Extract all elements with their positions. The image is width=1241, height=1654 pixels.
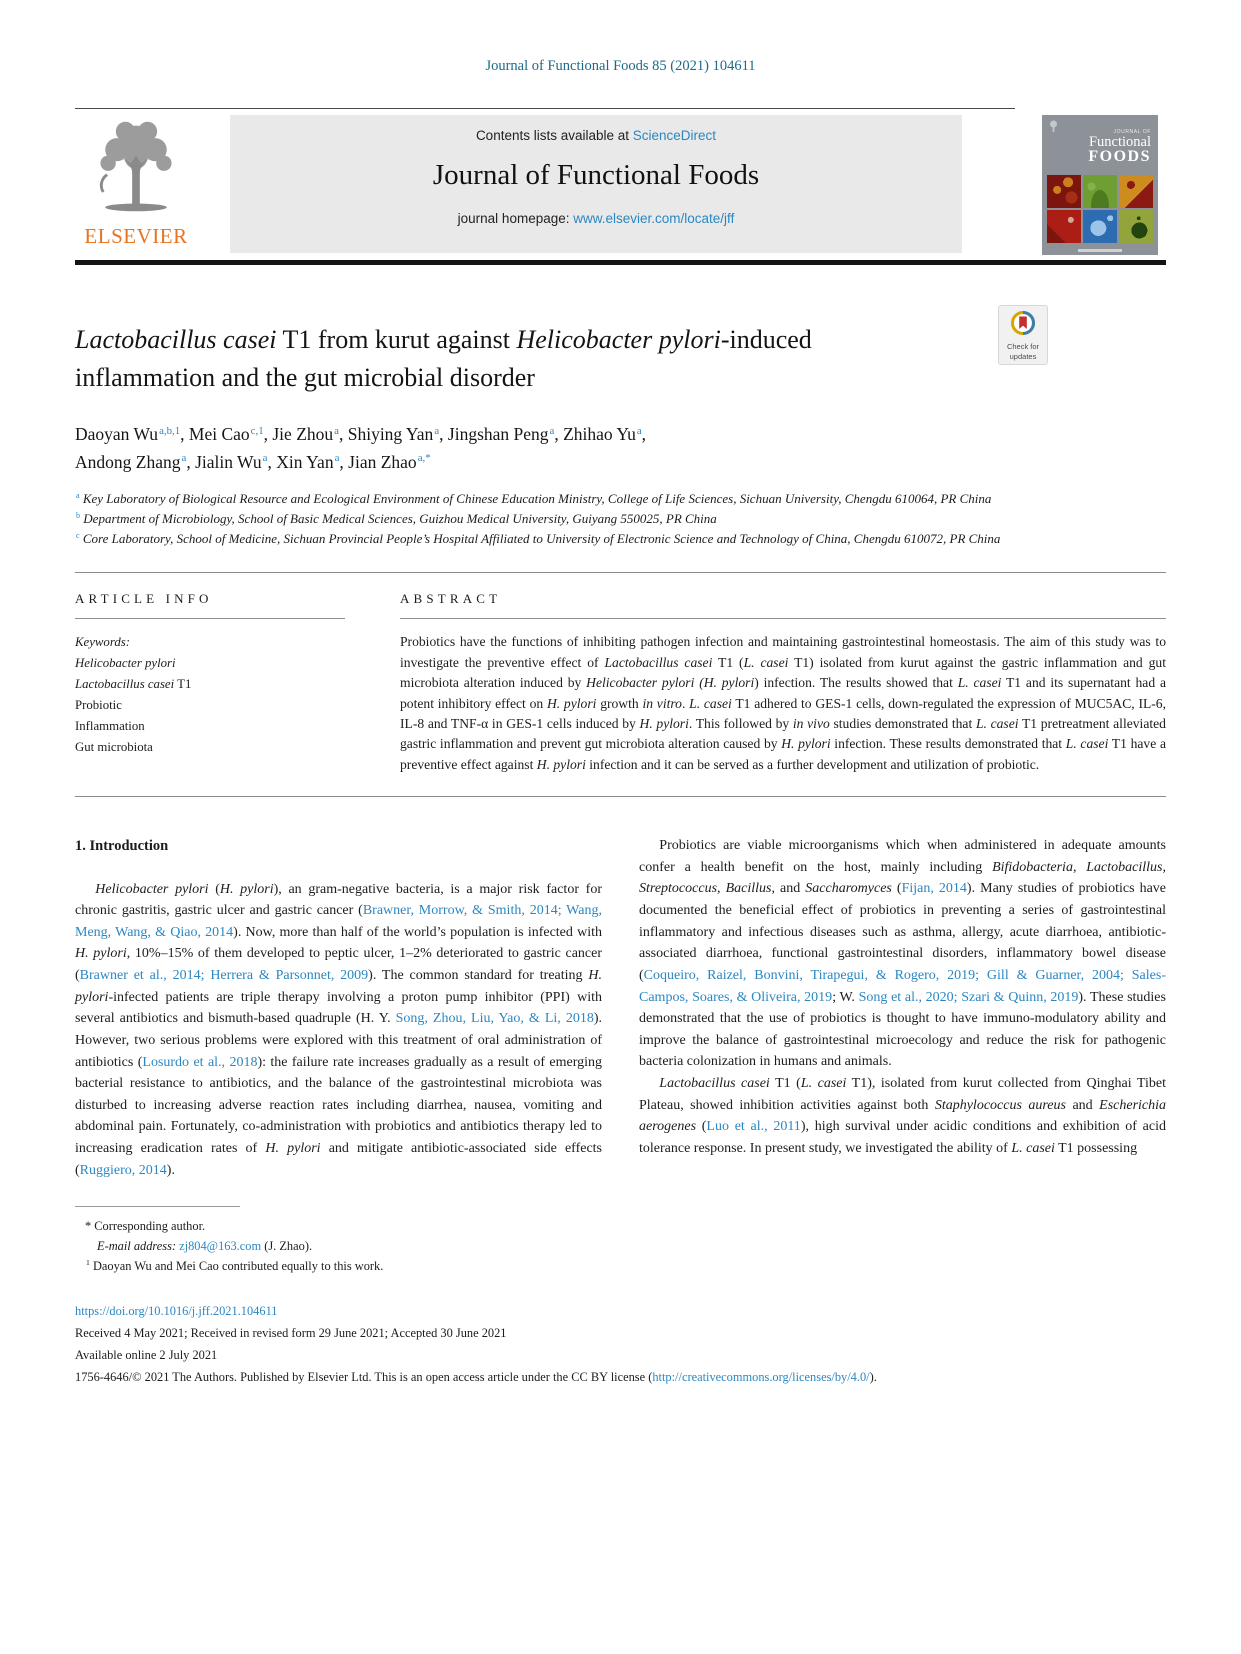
text-run: Lactobacillus casei (604, 654, 713, 670)
keyword-item (75, 716, 345, 737)
text-run: Escherichia aerogenes (639, 1097, 1167, 1135)
text-run: -infected patients are triple therapy involving a proton pump inhibitor (PPI) with several antibiotics and bismuth-based quadruple (H. Y. (75, 989, 602, 1027)
text-run: T1 possessing (1054, 1140, 1138, 1156)
cover-title-line1: Functional (1088, 134, 1151, 150)
text-run: growth (596, 695, 643, 711)
footnote-divider (75, 1206, 240, 1207)
text-run: ( (208, 881, 220, 897)
text-run: Andong Zhang (75, 451, 181, 472)
text-link[interactable]: c (76, 530, 80, 540)
affiliation-a (75, 489, 1166, 509)
text-run: H. pylori (639, 715, 689, 731)
text-run: * Corresponding author. (85, 1219, 206, 1234)
text-run: T1 from kurut against (276, 325, 517, 354)
text-run: H. pylori (265, 1141, 321, 1157)
text-run: and (1065, 1097, 1100, 1113)
body-column-left (75, 835, 602, 1276)
journal-citation: Journal of Functional Foods 85 (2021) 104611 (485, 58, 756, 74)
text-link[interactable]: a (334, 424, 339, 437)
body-column-right (639, 835, 1166, 1276)
text-run: ( (696, 1119, 707, 1135)
text-run: Lactobacillus casei (659, 1076, 770, 1091)
text-run: Lactobacillus (1086, 859, 1163, 875)
header-divider (75, 108, 1015, 109)
abstract-column (400, 588, 1166, 775)
article-footer (75, 1300, 1166, 1388)
cover-kicker: JOURNAL OF (1113, 129, 1151, 135)
text-run: T1), isolated from kurut collected from Qinghai Tibet Plateau, showed inhibition activities against both (639, 1076, 1166, 1113)
text-run: T1 have a preventive effect against (400, 736, 1166, 772)
probiotics-paragraph (639, 835, 1166, 1073)
article-info-rule (75, 618, 345, 619)
article-info-heading: ARTICLE INFO (75, 591, 213, 607)
text-link[interactable]: a (262, 451, 268, 464)
text-run: Streptococcus (639, 881, 718, 897)
text-run: Core Laboratory, School of Medicine, Sichuan Provincial People’s Hospital Affiliated to University of Electronic Science and Technology of China, Chengdu 610072, PR China (79, 531, 1001, 547)
text-link[interactable]: https://doi.org/10.1016/j.jff.2021.104611 (75, 1303, 278, 1318)
check-updates-label-1: Check for (1006, 342, 1040, 351)
text-link[interactable]: a,* (417, 451, 431, 464)
elsevier-wordmark: ELSEVIER (84, 224, 188, 248)
keyword-item (75, 653, 345, 674)
text-link[interactable]: b (76, 510, 81, 520)
journal-title: Journal of Functional Foods (432, 159, 760, 191)
text-run: . This followed by (688, 715, 793, 731)
text-link[interactable]: a (636, 424, 642, 437)
text-link[interactable]: Ruggiero, 2014 (79, 1162, 167, 1178)
text-run: infection. These results demonstrated that (830, 736, 1066, 752)
text-run: L. casei (800, 1076, 847, 1091)
text-link[interactable]: Luo et al., 2011 (706, 1119, 801, 1135)
text-run: , (641, 424, 647, 445)
affiliation-b (75, 509, 1166, 529)
text-link[interactable]: zj804@163.com (179, 1239, 262, 1254)
intro-paragraph (75, 879, 602, 1182)
text-link[interactable]: Brawner, Morrow, & Smith, 2014; Wang, Meng, Wang, & Qiao, 2014 (75, 903, 602, 940)
text-run: L. casei (975, 715, 1019, 731)
text-link[interactable]: Song et al., 2020; Szari & Quinn, 2019 (858, 989, 1079, 1005)
doi-link-line (75, 1300, 1166, 1322)
cover-tile (1119, 175, 1153, 208)
footnote-email (75, 1236, 602, 1256)
text-run: infection and it can be served as a further development and utilization of probiotic. (585, 756, 1040, 772)
text-run: T1 ( (712, 654, 744, 670)
text-run: 1756-4646/© 2021 The Authors. Published by Elsevier Ltd. This is an open access article under the CC BY license ( (75, 1369, 653, 1384)
cover-tile (1083, 175, 1117, 208)
text-run: Daoyan Wu and Mei Cao contributed equally to this work. (89, 1259, 384, 1274)
text-run: , Jie Zhou (263, 424, 334, 445)
text-run: Helicobacter pylori (516, 325, 721, 354)
section-heading-introduction: 1. Introduction (75, 838, 169, 855)
text-run: ), high survival under acidic conditions and exhibition of acid tolerance response. In present study, we investigated the ability of (639, 1119, 1166, 1156)
text-run: L. casei (689, 695, 732, 711)
text-run: in vitro (642, 695, 682, 711)
text-link[interactable]: Song, Zhou, Liu, Yao, & Li, 2018 (395, 1011, 594, 1027)
text-run: T1) isolated from kurut against the gastric inflammation and gut microbiota alteration induced by (400, 654, 1166, 691)
text-link[interactable]: a (334, 451, 340, 464)
text-run: , Xin Yan (267, 451, 334, 472)
text-run: T1 adhered to GES-1 cells, down-regulated the expression of MUC5AC, IL-6, IL-8 and TNF-α in GES-1 cells induced by (400, 695, 1167, 731)
text-run: Gut microbiota (75, 739, 153, 754)
lcasei-paragraph (639, 1073, 1166, 1160)
text-link[interactable]: a (549, 424, 555, 437)
text-run: ). (869, 1369, 877, 1384)
text-run: ; W. (832, 989, 859, 1005)
text-run: , Jingshan Peng (439, 424, 549, 445)
text-run: T1 and its supernatant had a potent inhibitory effect on (400, 675, 1166, 711)
author-list (75, 421, 1166, 476)
text-link[interactable]: Brawner et al., 2014; Herrera & Parsonnet, 2009 (79, 968, 369, 984)
elsevier-logo[interactable] (75, 117, 197, 249)
text-run: Contents lists available at (475, 128, 633, 143)
text-run: ), an gram-negative bacteria, is a major risk factor for chronic gastritis, gastric ulcer and gastric cancer ( (75, 881, 602, 919)
text-run: Probiotics are viable microorganisms which when administered in adequate amounts confer a health benefit on the host, mainly including (639, 838, 1166, 875)
text-run: ): the failure rate increases gradually as a result of emerging bacterial resistance to antibiotics, and the balance of the gastrointestinal microbiota was disturbed to increasing adverse reaction rates including diarrhea, nausea, vomiting and abdominal pain. Fortunately, co-administration with probiotics and antibiotics therapy led to increasing eradication rates of (75, 1054, 602, 1157)
keywords-label: Keywords: (75, 635, 130, 650)
text-run: H. pylori (781, 736, 831, 752)
journal-cover-thumbnail (1042, 115, 1158, 255)
check-updates-icon (1010, 323, 1036, 340)
section-divider (75, 796, 1166, 797)
abstract-text (400, 632, 1166, 775)
keyword-item (75, 737, 345, 758)
text-link[interactable]: Coqueiro, Raizel, Bonvini, Tirapegui, & Rogero, 2019; Gill & Guarner, 2004; Sales-Campos, Soares, & Oliveira, 2019 (639, 967, 1166, 1005)
text-link[interactable]: www.elsevier.com/locate/jff (573, 211, 735, 226)
text-run: studies demonstrated that (829, 715, 976, 731)
text-run: T1 ( (769, 1076, 801, 1091)
text-run: ). (166, 1162, 175, 1178)
text-run: Key Laboratory of Biological Resource and Ecological Environment of Chinese Education Ministry, College of Life Sciences, Sichuan University, Chengdu 610064, PR China (79, 490, 992, 506)
abstract-rule (400, 618, 1166, 619)
text-run: H. pylori (546, 695, 597, 711)
text-run: Bacillus (725, 881, 772, 897)
text-run: ). Now, more than half of the world’s population is infected with (233, 924, 602, 940)
text-link[interactable]: Fijan, 2014 (901, 881, 967, 897)
text-run: (J. Zhao). (261, 1239, 313, 1254)
text-run: ). Many studies of probiotics have documented the beneficial effect of probiotics in preventing a series of gastrointestinal inflammatory and infectious diseases such as asthma, allergy, acute diarrhoea, antibiotic-associated diarrhoea, functional gastrointestinal disorders, inflammatory bowel disease ( (639, 881, 1167, 983)
text-run: , Zhihao Yu (554, 424, 636, 445)
article-info-column (75, 588, 400, 775)
text-link[interactable]: c,1 (250, 424, 264, 437)
text-run: , (1072, 859, 1087, 875)
author-list-line2 (75, 449, 1166, 476)
text-link[interactable]: a,b,1 (159, 424, 181, 437)
abstract-heading: ABSTRACT (400, 591, 502, 607)
text-run: L. casei (743, 654, 789, 670)
text-run: . (681, 695, 690, 711)
check-updates-label-2: updates (1009, 352, 1037, 361)
footnote-equal-contribution (75, 1256, 602, 1276)
text-run: -induced inflammation and the gut microbial disorder (75, 325, 812, 392)
author-list-line1 (75, 421, 1166, 448)
text-run: Helicobacter pylori (95, 881, 209, 897)
text-run: in vivo (792, 715, 830, 731)
cover-tile (1119, 210, 1153, 243)
text-run: 1 (86, 1258, 90, 1268)
available-online: Available online 2 July 2021 (75, 1347, 218, 1362)
text-run: Staphylococcus aureus (934, 1097, 1066, 1113)
text-run: ). However, two serious problems were explored with this treatment of oral administration of antibiotics ( (75, 1011, 602, 1070)
text-run: , and (771, 881, 806, 897)
text-run: H. pylori (75, 946, 127, 962)
text-run: H. pylori (75, 968, 602, 1005)
cover-footer-mark (1078, 249, 1122, 252)
text-link[interactable]: a (76, 490, 80, 500)
text-run: , (1162, 859, 1166, 875)
journal-homepage-line (230, 211, 962, 226)
text-link[interactable]: ScienceDirect (632, 128, 717, 143)
text-link[interactable]: a (434, 424, 440, 437)
text-run: E-mail address: (97, 1239, 177, 1254)
text-run: , Jian Zhao (339, 451, 417, 472)
text-link[interactable]: http://creativecommons.org/licenses/by/4.0/ (652, 1369, 870, 1384)
text-run: H. pylori (219, 881, 274, 897)
cover-tile-grid (1047, 175, 1153, 243)
text-run: ). These studies demonstrated that the use of probiotics is thought to have immuno-modulatory ability and improve the balance of gastrointestinal microecology and reduce the risk for pathogenic bacteria colonization in humans and animals. (639, 989, 1166, 1070)
text-run: Probiotic (75, 697, 122, 712)
cover-elsevier-icon (1048, 120, 1059, 139)
keyword-item (75, 695, 345, 716)
keyword-item (75, 674, 345, 695)
received-dates: Received 4 May 2021; Received in revised form 29 June 2021; Accepted 30 June 2021 (75, 1325, 507, 1340)
copyright-license (75, 1366, 1166, 1388)
text-run: Inflammation (75, 718, 145, 733)
text-run: Daoyan Wu (75, 424, 159, 445)
elsevier-tree-icon (86, 204, 186, 221)
affiliations (75, 489, 1166, 549)
text-run: H. pylori (536, 756, 586, 772)
cover-tile (1047, 210, 1081, 243)
text-run: Bifidobacteria (992, 859, 1073, 875)
contents-line (230, 115, 962, 143)
header-divider-bar (75, 260, 1166, 265)
check-for-updates-badge[interactable] (998, 305, 1048, 365)
footnote-corresponding-author (75, 1216, 602, 1236)
text-run: L. casei (957, 675, 1002, 691)
text-run: ). The common standard for treating (368, 968, 589, 984)
text-run: , (717, 881, 726, 897)
text-run: Probiotics have the functions of inhibiting pathogen infection and maintaining gastrointestinal homeostasis. The aim of this study was to investigate the preventive effect of (400, 634, 1166, 670)
cover-title-line2: FOODS (1088, 148, 1151, 165)
text-run: Helicobacter pylori (H. pylori (586, 675, 755, 691)
text-run: , Jialin Wu (186, 451, 262, 472)
text-run: Helicobacter pylori (75, 656, 176, 671)
text-run: , Shiying Yan (338, 424, 434, 445)
cover-tile (1083, 210, 1117, 243)
text-run: T1 pretreatment alleviated gastric inflammation and prevent gut microbiota alteration caused by (400, 715, 1166, 752)
text-run: , 10%–15% of them developed to peptic ulcer, 1–2% deteriorated to gastric cancer ( (75, 946, 603, 984)
text-run: journal homepage: (457, 211, 574, 226)
journal-banner-row (75, 111, 1166, 257)
affiliation-c (75, 529, 1166, 549)
text-run: ) infection. The results showed that (754, 675, 958, 691)
text-run: Saccharomyces (805, 881, 892, 897)
text-run: and mitigate antibiotic-associated side effects ( (75, 1141, 603, 1178)
text-link[interactable]: Losurdo et al., 2018 (142, 1054, 258, 1070)
journal-banner (230, 115, 962, 253)
text-run: L. casei (1011, 1140, 1055, 1156)
text-run: , Mei Cao (180, 424, 250, 445)
text-run: T1 (174, 677, 192, 692)
text-run: Lactobacillus casei (75, 325, 277, 354)
article-title (75, 321, 945, 396)
text-link[interactable]: a (181, 451, 187, 464)
text-run: Department of Microbiology, School of Basic Medical Sciences, Guizhou Medical University, Guiyang 550025, PR China (80, 511, 717, 527)
text-run: Lactobacillus casei (75, 677, 175, 692)
text-run: L. casei (1065, 736, 1109, 752)
text-run: ( (891, 881, 902, 897)
cover-tile (1047, 175, 1081, 208)
